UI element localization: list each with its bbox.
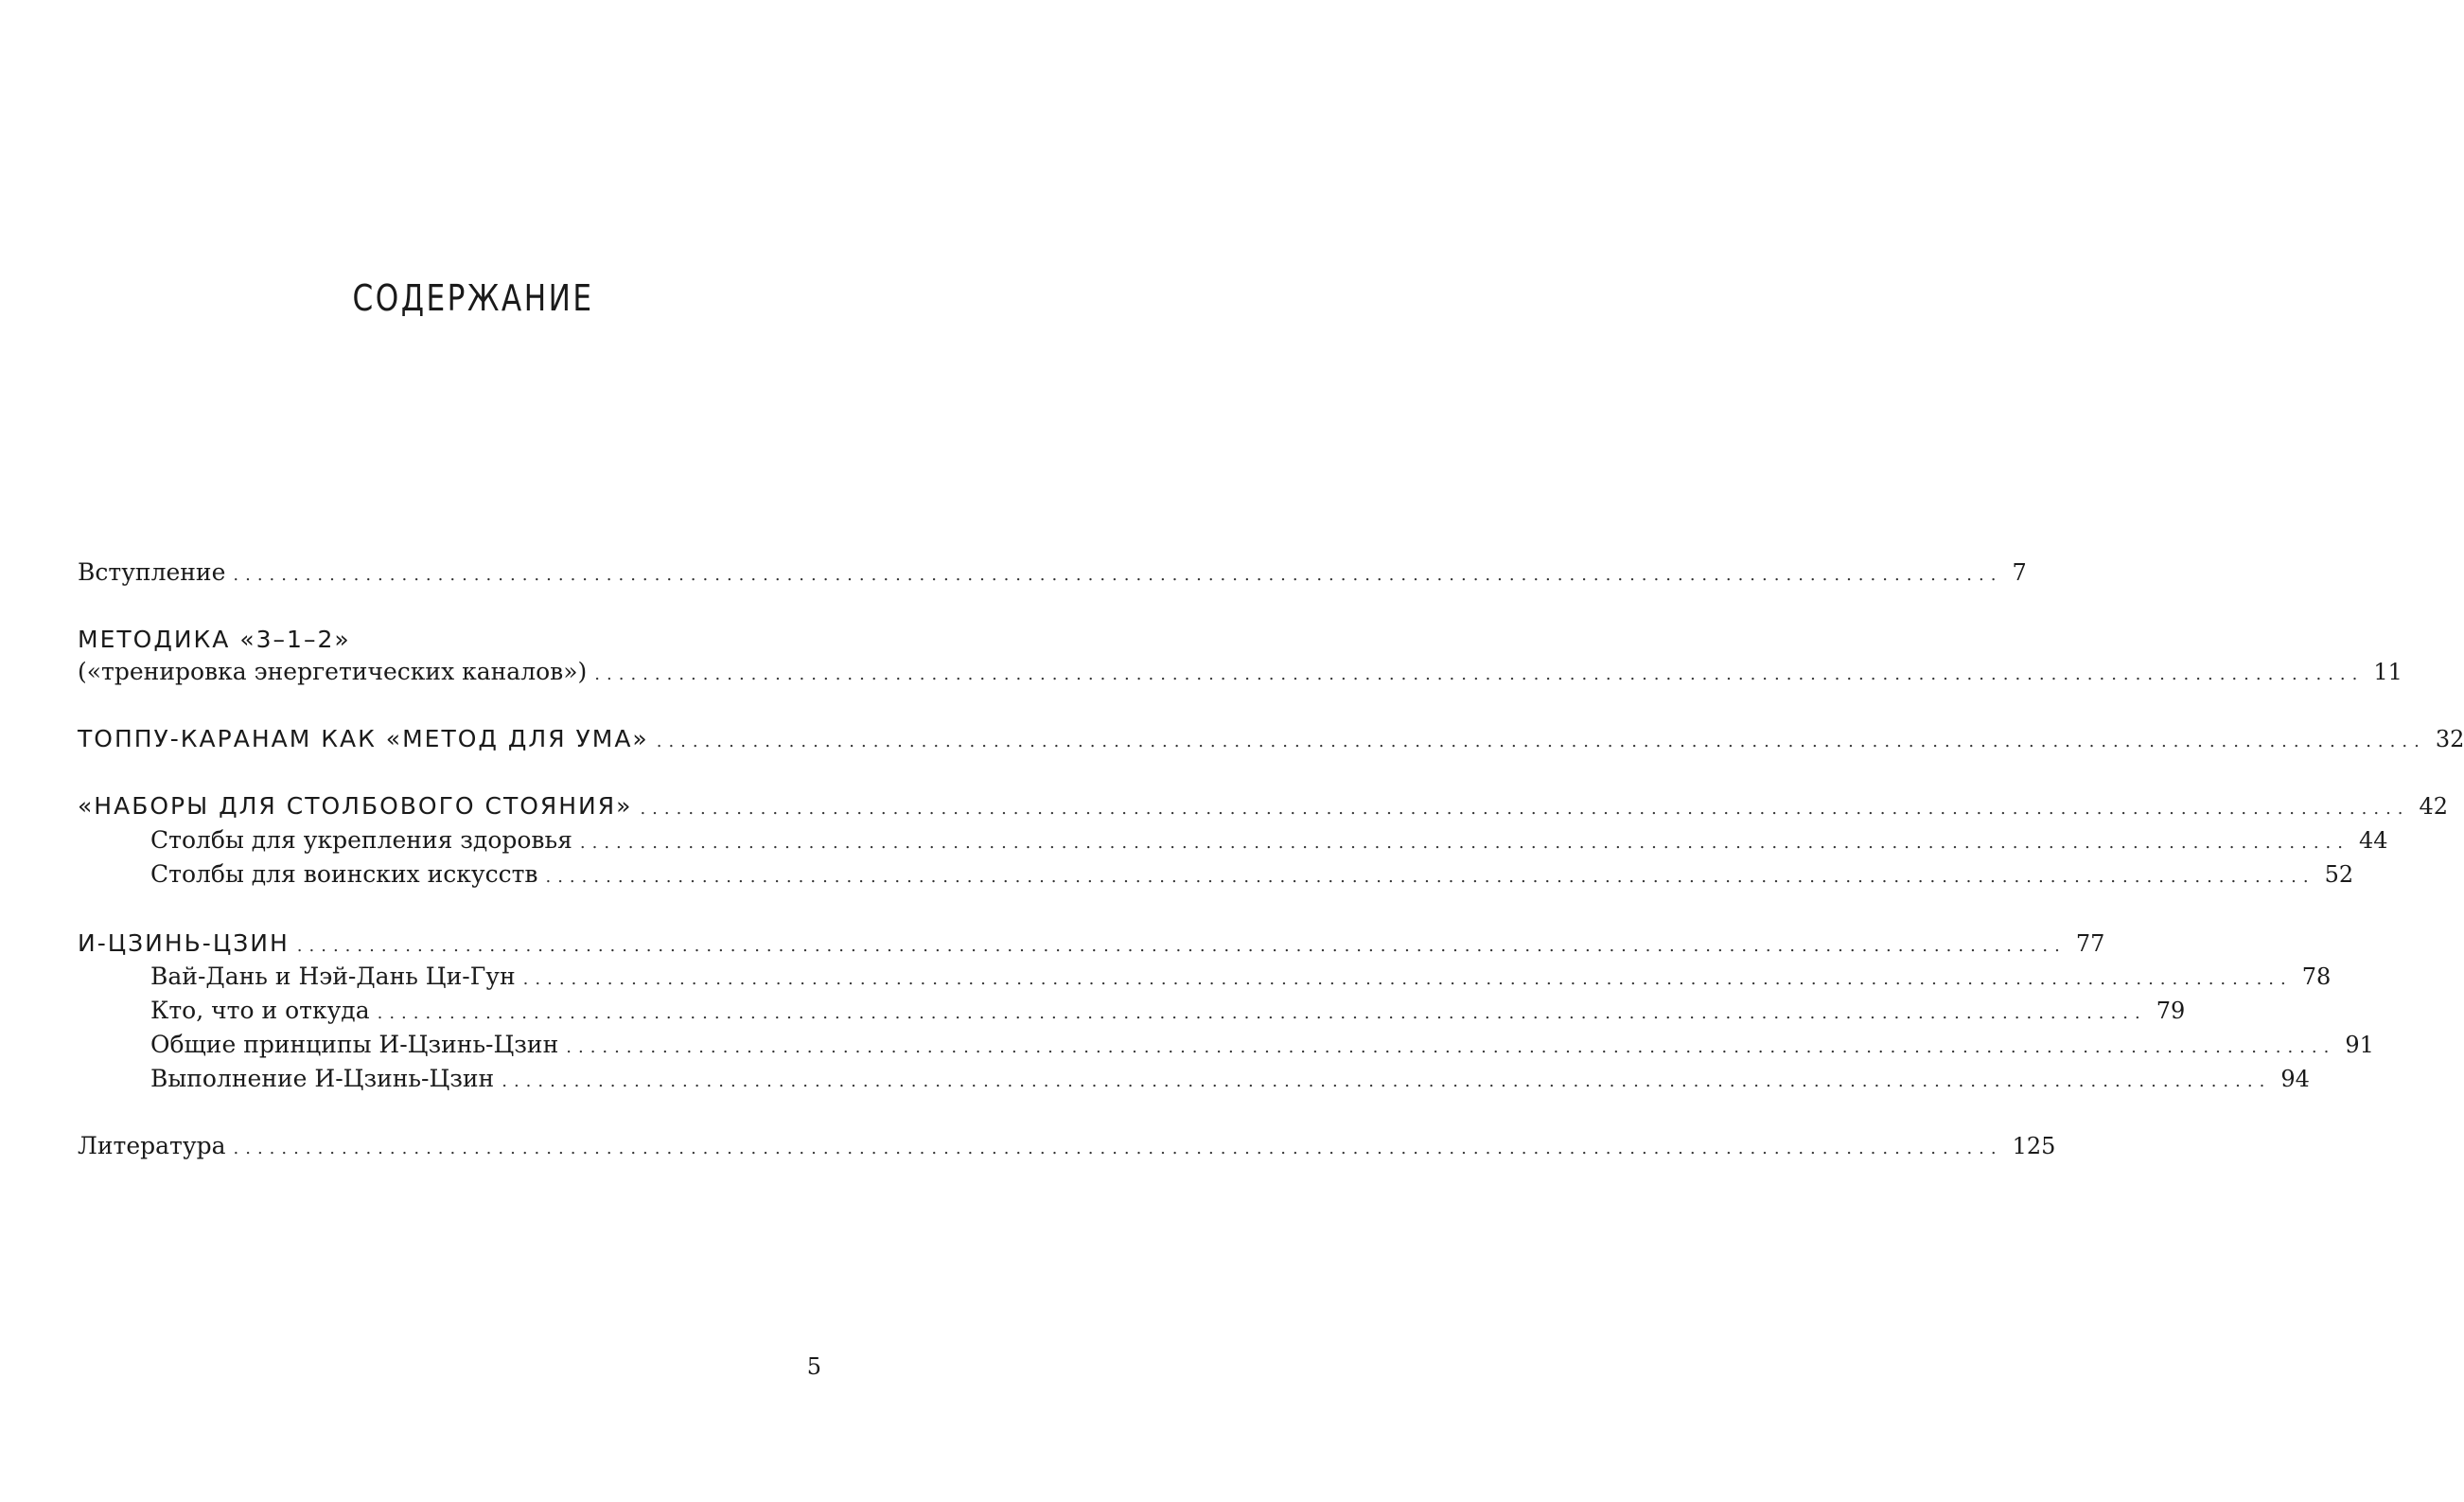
toc-entry-label: Вай-Дань и Нэй-Дань Ци-Гун xyxy=(150,963,516,990)
dot-leader: ................................................................................................................................................... xyxy=(296,936,2067,956)
toc-entry-channel-training[interactable] xyxy=(78,655,2402,689)
toc-entry-label: МЕТОДИКА «3–1–2» xyxy=(78,626,351,653)
toc-entry-martial-pillars[interactable] xyxy=(150,857,2354,892)
toc-entry-page: 77 xyxy=(2075,930,2105,957)
toc-entry-wai-dan-nei-dan[interactable] xyxy=(150,960,2332,994)
toc-entry-label: «НАБОРЫ ДЛЯ СТОЛБОВОГО СТОЯНИЯ» xyxy=(78,792,633,820)
dot-leader: ................................................................................................................................................... xyxy=(640,799,2410,819)
toc-entry-page: 78 xyxy=(2301,963,2332,990)
page-title: СОДЕРЖАНИЕ xyxy=(352,277,594,319)
dot-leader: ................................................................................................................................................... xyxy=(233,565,2003,585)
toc-entry-label: Выполнение И-Цзинь-Цзин xyxy=(150,1065,495,1092)
dot-leader: ................................................................................................................................................... xyxy=(233,1139,2003,1158)
toc-entry-pillar-sets[interactable] xyxy=(78,789,2449,823)
dot-leader: ................................................................................................................................................... xyxy=(377,1003,2147,1023)
toc-entry-method-312[interactable] xyxy=(78,623,821,657)
toc-entry-literature[interactable] xyxy=(78,1129,2056,1163)
dot-leader: ................................................................................................................................................... xyxy=(566,1037,2336,1057)
dot-leader: ................................................................................................................................................... xyxy=(579,833,2350,853)
toc-entry-label: ТОППУ-КАРАНАМ КАК «МЕТОД ДЛЯ УМА» xyxy=(78,725,649,752)
toc-entry-label: Столбы для воинских искусств xyxy=(150,860,538,888)
toc-entry-label: Общие принципы И-Цзинь-Цзин xyxy=(150,1031,559,1058)
toc-entry-introduction[interactable] xyxy=(78,556,2027,590)
toc-entry-page: 91 xyxy=(2345,1032,2374,1058)
toc-entry-page: 52 xyxy=(2324,861,2354,888)
page-number: 5 xyxy=(806,1353,821,1380)
toc-entry-performing[interactable] xyxy=(150,1062,2310,1096)
toc-entry-label: И-ЦЗИНЬ-ЦЗИН xyxy=(78,929,290,957)
toc-entry-general-principles[interactable] xyxy=(150,1028,2374,1062)
toc-entry-label: («тренировка энергетических каналов») xyxy=(78,658,588,685)
dot-leader: ................................................................................................................................................... xyxy=(502,1071,2272,1091)
toc-entry-toppu-karanam[interactable] xyxy=(78,722,2464,756)
toc-entry-page: 79 xyxy=(2156,998,2186,1024)
toc-entry-who-what-where[interactable] xyxy=(150,994,2186,1028)
dot-leader: ................................................................................................................................................... xyxy=(656,732,2426,751)
toc-entry-health-pillars[interactable] xyxy=(150,823,2388,857)
toc-entry-label: Литература xyxy=(78,1132,226,1159)
toc-entry-label: Вступление xyxy=(78,558,226,586)
toc-entry-page: 32 xyxy=(2435,726,2464,752)
toc-entry-page: 42 xyxy=(2419,793,2449,820)
toc-entry-page: 44 xyxy=(2358,827,2388,854)
toc-entry-label: Кто, что и откуда xyxy=(150,997,370,1024)
toc-entry-page: 11 xyxy=(2373,659,2402,685)
toc-entry-label: Столбы для укрепления здоровья xyxy=(150,826,572,854)
toc-entry-page: 7 xyxy=(2012,559,2027,586)
toc-entry-page: 125 xyxy=(2012,1133,2056,1159)
dot-leader: ................................................................................................................................................... xyxy=(522,969,2293,989)
toc-entry-page: 94 xyxy=(2280,1066,2310,1092)
toc-entry-yi-jin-jing[interactable] xyxy=(78,927,2105,961)
dot-leader: ................................................................................................................................................... xyxy=(594,664,2365,684)
dot-leader: ................................................................................................................................................... xyxy=(545,867,2315,887)
